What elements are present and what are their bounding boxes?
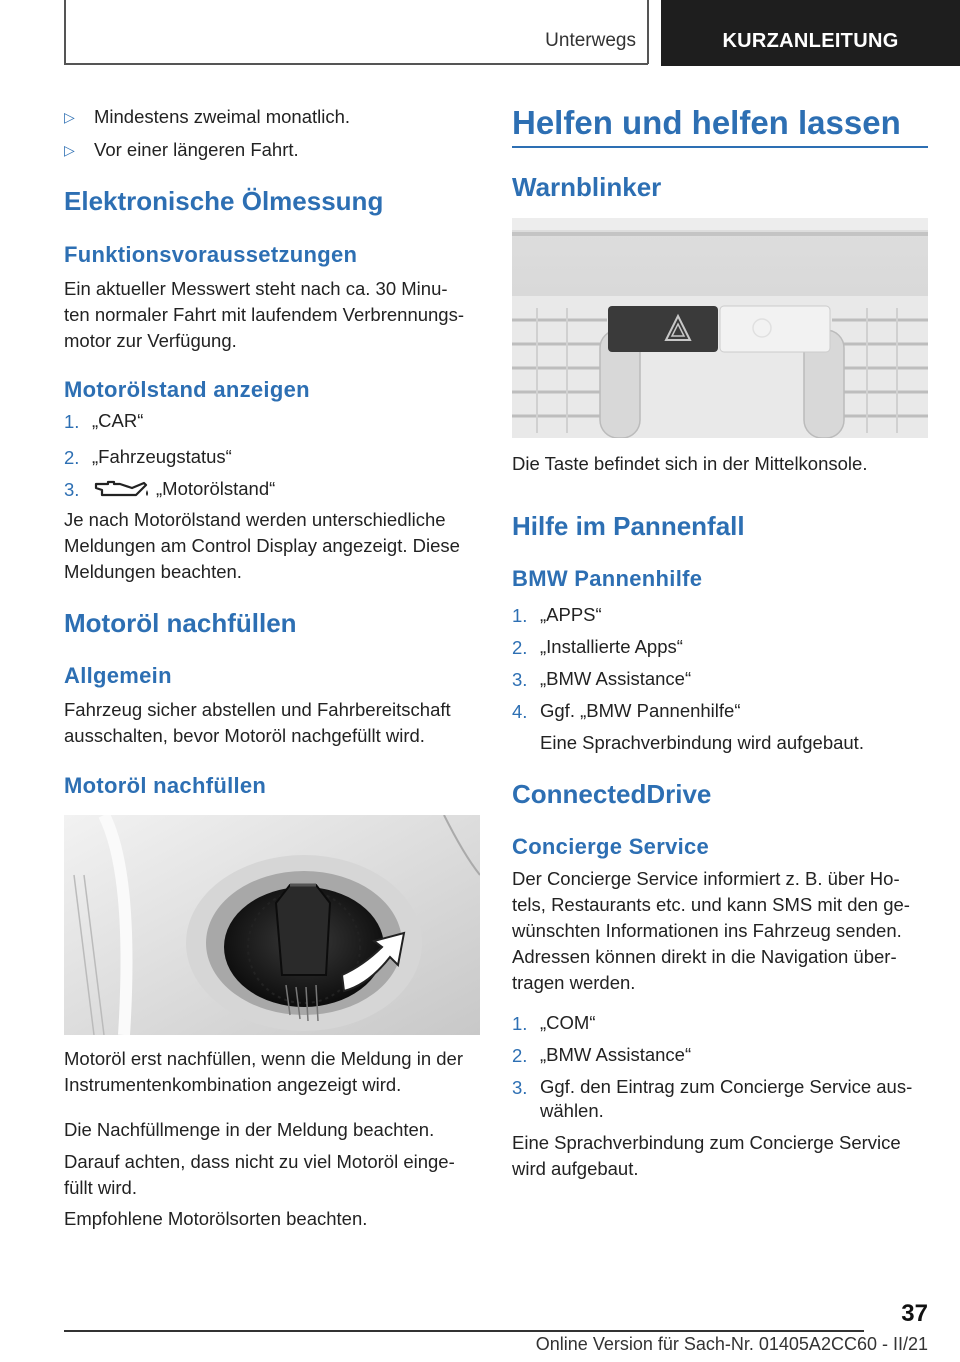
heading-prerequisites: Funktionsvoraussetzungen xyxy=(64,242,358,267)
step-text: „BMW Assistance“ xyxy=(540,1044,692,1065)
heading-rule xyxy=(512,146,928,148)
step-text: „BMW Assistance“ xyxy=(540,668,692,689)
header-left-rule xyxy=(64,0,66,64)
bullet-item: Mindestens zweimal monatlich. xyxy=(94,106,351,127)
heading-oil-measurement: Elektronische Ölmessung xyxy=(64,186,384,216)
step-text: „Installierte Apps“ xyxy=(540,636,683,657)
footer-rule xyxy=(64,1330,864,1332)
step-text: „APPS“ xyxy=(540,604,602,625)
step-text: Ggf. „BMW Pannenhilfe“ xyxy=(540,700,741,721)
step-number: 2. xyxy=(64,447,80,468)
general-paragraph: Fahrzeug sicher abstellen und Fahrbereitschaft ausschalten, bevor Motoröl nachgefüllt wird. xyxy=(64,699,451,746)
heading-help: Helfen und helfen lassen xyxy=(512,104,901,141)
step-text-continued: wählen. xyxy=(540,1100,604,1121)
oil-filler-illustration xyxy=(64,815,480,1035)
step-number: 1. xyxy=(512,605,528,626)
step-number: 1. xyxy=(512,1013,528,1034)
header-divider xyxy=(647,0,649,64)
heading-hazard-lights: Warnblinker xyxy=(512,172,662,202)
refill-paragraph-1: Motoröl erst nachfüllen, wenn die Meldung in der Instrumentenkombination angezeigt wird. xyxy=(64,1048,464,1095)
header-bottom-rule xyxy=(64,63,648,65)
header-section-title: Unterwegs xyxy=(545,30,636,51)
step-text: „CAR“ xyxy=(92,410,144,431)
refill-paragraph-3: Darauf achten, dass nicht zu viel Motoröl einge- füllt wird. xyxy=(64,1151,455,1198)
refill-paragraph-4: Empfohlene Motorölsorten beachten. xyxy=(64,1208,368,1229)
hazard-console-illustration xyxy=(512,218,928,438)
step-number: 2. xyxy=(512,1045,528,1066)
hazard-caption: Die Taste befindet sich in der Mittelkonsole. xyxy=(512,453,868,474)
oil-level-paragraph: Je nach Motorölstand werden unterschiedliche Meldungen am Control Display angezeigt. Diese Meldungen beachten. xyxy=(64,509,460,582)
step-text: „Fahrzeugstatus“ xyxy=(92,446,232,467)
step-number: 4. xyxy=(512,701,528,722)
heading-bmw-breakdown: BMW Pannenhilfe xyxy=(512,566,703,591)
hazard-button-image xyxy=(512,218,928,438)
step-number: 3. xyxy=(512,1077,528,1098)
oil-can-icon xyxy=(94,478,150,500)
step-text: „COM“ xyxy=(540,1012,596,1033)
step-number: 2. xyxy=(512,637,528,658)
prereq-paragraph: Ein aktueller Messwert steht nach ca. 30 Minu- ten normaler Fahrt mit laufendem Verbrennungs- motor zur Verfügung. xyxy=(64,278,465,351)
heading-concierge: Concierge Service xyxy=(512,834,710,859)
heading-connecteddrive: ConnectedDrive xyxy=(512,779,712,809)
step-number: 1. xyxy=(64,411,80,432)
heading-general: Allgemein xyxy=(64,663,172,688)
bullet-item: Vor einer längeren Fahrt. xyxy=(94,139,299,160)
triangle-bullet-icon: ▷ xyxy=(64,142,75,158)
step-result: Eine Sprachverbindung wird aufgebaut. xyxy=(540,732,864,753)
step-text: „Motorölstand“ xyxy=(156,478,276,499)
step-text: Ggf. den Eintrag zum Concierge Service aus- xyxy=(540,1076,913,1097)
footer-version-text: Online Version für Sach-Nr. 01405A2CC60 - II/21 xyxy=(535,1334,928,1354)
heading-show-oil-level: Motorölstand anzeigen xyxy=(64,377,310,402)
refill-paragraph-2: Die Nachfüllmenge in der Meldung beachten. xyxy=(64,1119,435,1140)
step-number: 3. xyxy=(512,669,528,690)
step-number: 3. xyxy=(64,479,80,500)
oil-filler-cap-image xyxy=(64,815,480,1035)
concierge-paragraph: Der Concierge Service informiert z. B. über Ho- tels, Restaurants etc. und kann SMS mit den ge- wünschten Informationen ins Fahrzeug senden. Adressen können direkt in die Navigation über- tragen werden. xyxy=(512,868,910,993)
heading-refill-oil-sub: Motoröl nachfüllen xyxy=(64,773,267,798)
heading-refill-oil: Motoröl nachfüllen xyxy=(64,608,297,638)
header-chapter-tab: KURZANLEITUNG xyxy=(661,0,960,66)
concierge-result: Eine Sprachverbindung zum Concierge Service wird aufgebaut. xyxy=(512,1132,901,1179)
page-number: 37 xyxy=(901,1300,928,1327)
triangle-bullet-icon: ▷ xyxy=(64,109,75,125)
heading-breakdown-help: Hilfe im Pannenfall xyxy=(512,511,745,541)
